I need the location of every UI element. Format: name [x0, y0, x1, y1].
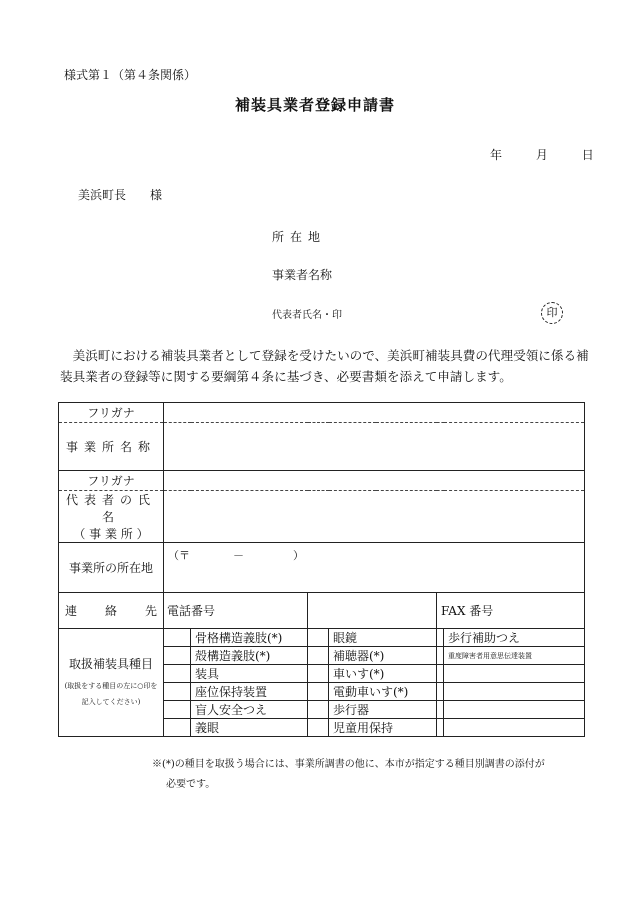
type-item: 義眼: [191, 719, 308, 737]
office-name-label: 事業所名称: [59, 423, 164, 471]
footnote-line-2: 必要です。: [166, 779, 216, 790]
type-item: 殻構造義肢(*): [191, 647, 308, 665]
type-check-cell[interactable]: [308, 629, 329, 647]
applicant-address-label: 所在地: [272, 230, 327, 244]
type-item: 座位保持装置: [191, 683, 308, 701]
type-check-cell[interactable]: [437, 701, 444, 719]
contact-label: 連 絡 先: [59, 593, 164, 629]
type-item: 児童用保持: [329, 719, 437, 737]
postal-suffix: ）: [293, 549, 304, 562]
applicant-representative-label: 代表者氏名・印: [272, 310, 342, 321]
type-check-cell[interactable]: [164, 665, 191, 683]
type-check-cell[interactable]: [308, 683, 329, 701]
date-line: [490, 146, 594, 163]
footnote: [152, 755, 592, 795]
type-item: [444, 701, 585, 719]
type-check-cell[interactable]: [437, 647, 444, 665]
rep-name-field[interactable]: [164, 491, 585, 543]
type-item: 補聴器(*): [329, 647, 437, 665]
type-item: 重度障害者用意思伝達装置: [444, 647, 585, 665]
footnote-line-1: ※(*)の種目を取扱う場合には、事業所調書の他に、本市が指定する種目別調書の添付が: [152, 759, 545, 770]
type-item: [444, 719, 585, 737]
type-item: 骨格構造義肢(*): [191, 629, 308, 647]
postal-prefix: （〒: [168, 549, 190, 562]
type-check-cell[interactable]: [437, 629, 444, 647]
type-item: 眼鏡: [329, 629, 437, 647]
type-item: [444, 665, 585, 683]
type-check-cell[interactable]: [164, 647, 191, 665]
postal-dash: －: [233, 549, 244, 562]
addressee: 美浜町長 様: [78, 188, 163, 202]
type-check-cell[interactable]: [437, 683, 444, 701]
rep-furigana-field[interactable]: [164, 471, 585, 491]
phone-field[interactable]: [308, 593, 437, 629]
applicant-business-name-label: 事業者名称: [272, 268, 333, 282]
type-item: 歩行補助つえ: [444, 629, 585, 647]
form-number: 様式第１（第４条関係）: [64, 68, 197, 82]
type-check-cell[interactable]: [437, 719, 444, 737]
type-check-cell[interactable]: [308, 701, 329, 719]
type-check-cell[interactable]: [308, 665, 329, 683]
furigana-label: フリガナ: [59, 403, 164, 423]
application-table: [58, 402, 585, 737]
type-item: 盲人安全つえ: [191, 701, 308, 719]
date-year-label: 年: [490, 148, 503, 162]
type-item: [444, 683, 585, 701]
type-check-cell[interactable]: [164, 629, 191, 647]
type-check-cell[interactable]: [308, 719, 329, 737]
office-address-label: 事業所の所在地: [59, 543, 164, 593]
type-check-cell[interactable]: [437, 665, 444, 683]
type-item: 装具: [191, 665, 308, 683]
rep-name-label: 代表者の氏名 （ 事 業 所 ）: [59, 491, 164, 543]
page-title: 補装具業者登録申請書: [234, 96, 395, 114]
type-item: 電動車いす(*): [329, 683, 437, 701]
types-label: 取扱補装具種目 (取扱をする種目の左に○印を記入してください): [59, 629, 164, 737]
type-check-cell[interactable]: [164, 683, 191, 701]
office-address-field[interactable]: [164, 543, 585, 593]
date-day-label: 日: [581, 148, 594, 162]
type-item: 車いす(*): [329, 665, 437, 683]
office-name-field[interactable]: [164, 423, 585, 471]
date-month-label: 月: [535, 148, 548, 162]
fax-label: FAX 番号: [437, 593, 585, 629]
phone-label: 電話番号: [164, 593, 308, 629]
office-furigana-field[interactable]: [164, 403, 585, 423]
type-check-cell[interactable]: [164, 719, 191, 737]
seal-mark: 印: [541, 302, 563, 324]
furigana-label: フリガナ: [59, 471, 164, 491]
type-check-cell[interactable]: [164, 701, 191, 719]
type-check-cell[interactable]: [308, 647, 329, 665]
application-statement: 美浜町における補装具業者として登録を受けたいので、美浜町補装具費の代理受領に係る補装具業者の登録等に関する要綱第４条に基づき、必要書類を添えて申請します。: [60, 348, 589, 384]
type-item: 歩行器: [329, 701, 437, 719]
